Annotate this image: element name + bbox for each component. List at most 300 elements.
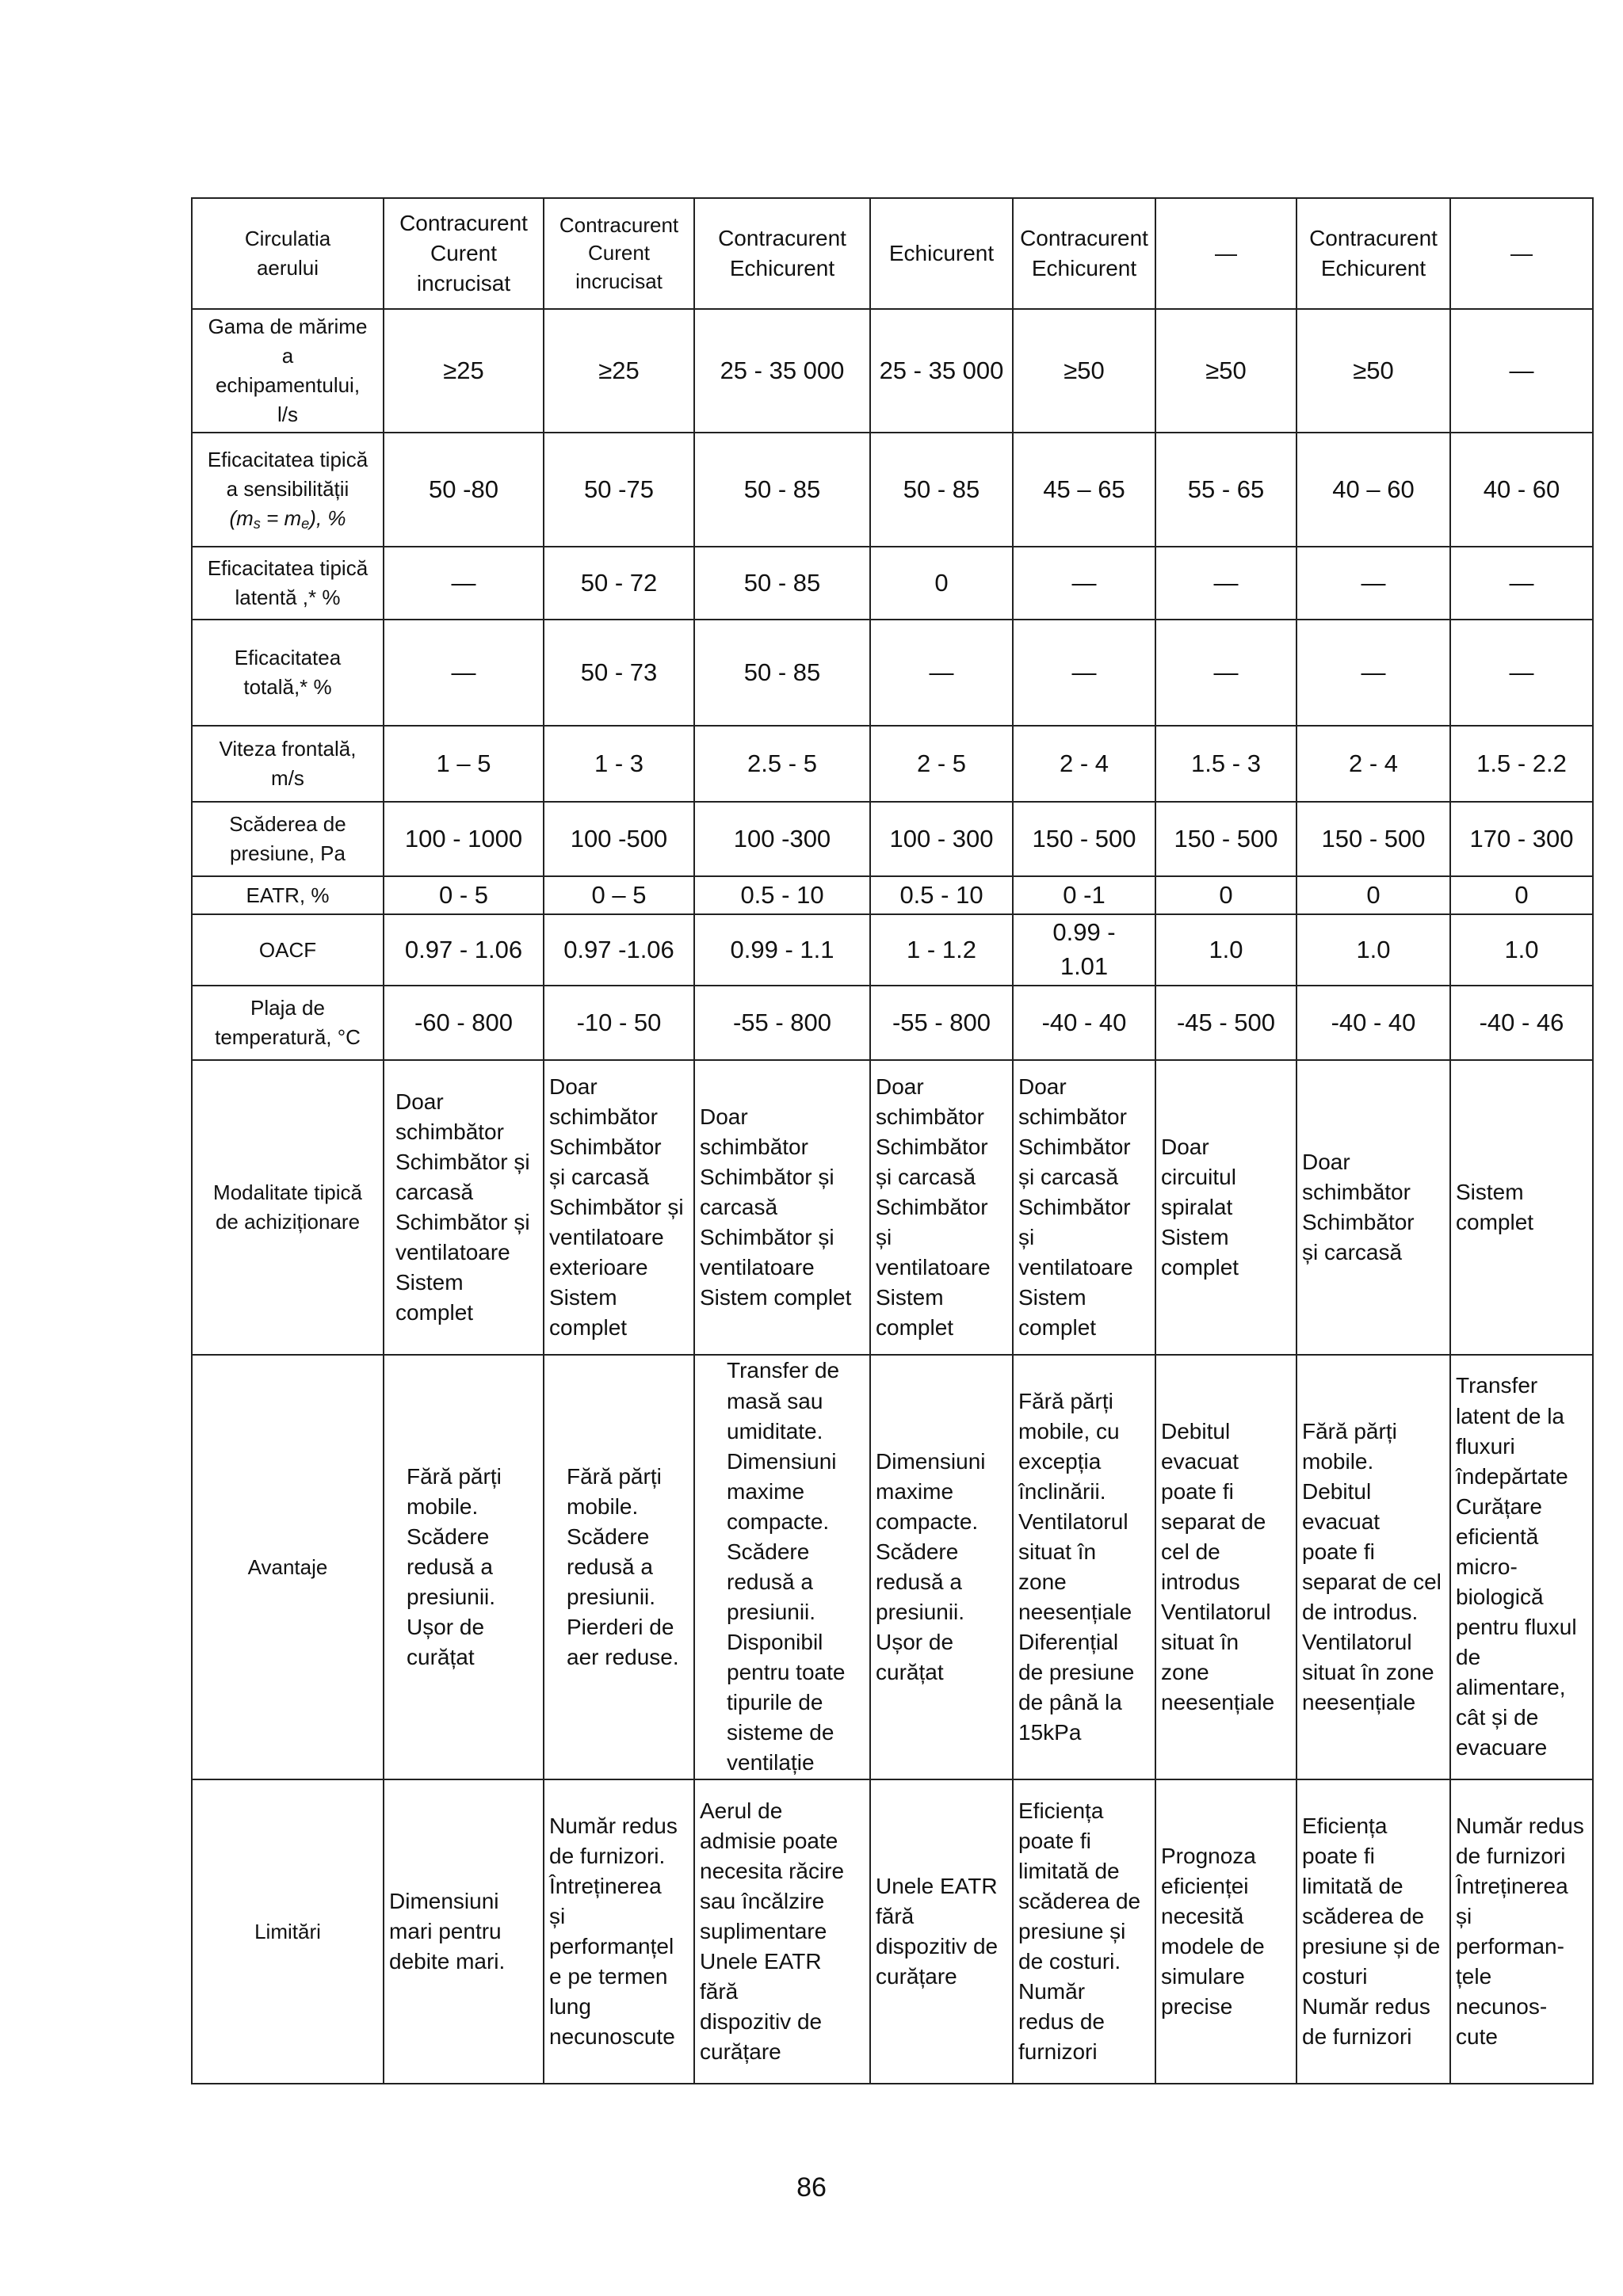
cell-line: Aerul de	[700, 1798, 783, 1823]
cell-line: situat în	[1018, 1539, 1097, 1564]
cell-line: complet	[395, 1300, 474, 1325]
table-cell	[1013, 726, 1155, 802]
table-cell	[384, 547, 544, 620]
cell-line: 100 -500	[570, 824, 668, 852]
row-label-line: l/s	[277, 402, 298, 426]
table-cell	[1013, 1355, 1155, 1779]
cell-line: -40 - 46	[1479, 1008, 1564, 1036]
cell-line: Număr redus	[1456, 1813, 1584, 1838]
cell-line: înclinării.	[1018, 1478, 1106, 1504]
cell-line: spiralat	[1161, 1194, 1233, 1219]
table-cell	[870, 1355, 1013, 1779]
cell-line: umiditate.	[727, 1418, 823, 1444]
row-label-eficacitate-sensibila	[192, 433, 384, 547]
cell-line: necesita răcire	[700, 1858, 845, 1883]
cell-line: mari pentru	[389, 1918, 502, 1943]
cell-line: cât și de	[1456, 1705, 1539, 1730]
cell-line: admisie poate	[700, 1828, 838, 1853]
cell-line: incrucisat	[416, 271, 511, 296]
row-label-line: Eficacitatea tipică	[207, 447, 369, 471]
table-cell	[694, 914, 870, 986]
cell-line: 50 - 72	[580, 568, 658, 597]
row-label-eficacitate-totala	[192, 620, 384, 726]
cell-line: 150 - 500	[1032, 824, 1136, 852]
cell-line: de furnizori	[1456, 1843, 1566, 1868]
cell-line: Doar	[549, 1074, 598, 1099]
cell-line: 50 - 85	[743, 475, 821, 503]
cell-line: Scădere	[407, 1524, 490, 1549]
table-cell	[1013, 1060, 1155, 1355]
cell-line: Sistem complet	[700, 1285, 852, 1310]
cell-line: Ventilatorul	[1018, 1508, 1128, 1534]
row-label-line: Modalitate tipică	[213, 1180, 362, 1205]
cell-line: cel de	[1161, 1539, 1220, 1564]
row-label-line: EATR, %	[246, 883, 330, 907]
table-cell	[1450, 433, 1593, 547]
cell-line: carcasă	[700, 1194, 778, 1219]
row-label-line: Limitări	[254, 1919, 321, 1943]
table-cell	[544, 1779, 694, 2084]
cell-line: Doar	[1302, 1149, 1350, 1174]
cell-line: Întreținerea	[1456, 1873, 1568, 1898]
cell-line: ≥50	[1353, 356, 1394, 384]
table-cell	[870, 620, 1013, 726]
cell-line: neesențiale	[1302, 1690, 1416, 1715]
cell-line: Ventilatorul	[1302, 1630, 1412, 1655]
cell-line: presiunii.	[567, 1585, 656, 1610]
table-cell	[384, 309, 544, 433]
cell-line: Sistem	[1456, 1179, 1524, 1204]
cell-line: 50 -80	[429, 475, 498, 503]
cell-line: complet	[1018, 1315, 1097, 1341]
table-cell	[1450, 726, 1593, 802]
table-cell	[870, 1779, 1013, 2084]
table-cell	[1155, 620, 1296, 726]
cell-line: Eficiența	[1018, 1798, 1104, 1823]
cell-line: 0.97 -1.06	[563, 935, 674, 963]
table-cell	[384, 620, 544, 726]
cell-line: de costuri.	[1018, 1949, 1121, 1974]
cell-line: ≥25	[598, 356, 640, 384]
row-label-line: a sensibilității	[226, 476, 349, 501]
table-row-eficacitate-sensibila	[192, 433, 1593, 547]
table-cell	[1296, 620, 1450, 726]
cell-line: Fără părți	[567, 1463, 662, 1489]
cell-line: 50 - 85	[743, 568, 821, 597]
cell-line: neesențiale	[1018, 1600, 1132, 1625]
cell-line: Fără părți	[1302, 1418, 1397, 1444]
table-row-circulatia	[192, 198, 1593, 309]
cell-line: -60 - 800	[414, 1008, 514, 1036]
cell-line: complet	[876, 1315, 954, 1341]
cell-line: Număr	[1018, 1979, 1086, 2004]
cell-line: necesită	[1161, 1903, 1244, 1928]
row-label-modalitate	[192, 1060, 384, 1355]
cell-line: și	[876, 1225, 892, 1250]
row-label-line: Circulatia	[244, 227, 331, 251]
table-row-eficacitate-latenta	[192, 547, 1593, 620]
cell-line: carcasă	[395, 1179, 474, 1204]
cell-line: 170 - 300	[1469, 824, 1574, 852]
cell-line: schimbător	[549, 1104, 658, 1129]
cell-line: necunoscute	[549, 2024, 675, 2050]
cell-line: redusă a	[407, 1554, 493, 1579]
table-cell	[1296, 986, 1450, 1060]
cell-line: ≥50	[1205, 356, 1247, 384]
table-cell	[1450, 914, 1593, 986]
table-cell	[1155, 802, 1296, 876]
cell-line: —	[1509, 356, 1534, 384]
table-cell	[694, 620, 870, 726]
table-cell	[544, 726, 694, 802]
cell-line: biologică	[1456, 1585, 1544, 1610]
table-cell	[1155, 1779, 1296, 2084]
cell-line: 40 - 60	[1483, 475, 1560, 503]
cell-line: Diferențial	[1018, 1630, 1119, 1655]
cell-line: Unele EATR fără	[700, 1949, 822, 2004]
cell-line: 50 - 73	[580, 658, 658, 686]
cell-line: Schimbător și	[395, 1210, 530, 1234]
cell-line: 1.0	[1209, 935, 1243, 963]
cell-line: Echicurent	[1320, 256, 1426, 280]
cell-line: —	[1509, 568, 1534, 597]
cell-line: -40 - 40	[1331, 1008, 1416, 1036]
cell-line: 1.5 - 3	[1191, 749, 1261, 777]
cell-line: 0 – 5	[591, 880, 647, 909]
cell-line: Debitul	[1161, 1418, 1231, 1444]
row-label-line: Eficacitatea	[234, 646, 342, 670]
table-cell	[1155, 914, 1296, 986]
table-cell	[870, 309, 1013, 433]
cell-line: circuitul	[1161, 1164, 1236, 1189]
cell-line: de furnizori	[1302, 2024, 1412, 2050]
cell-line: Transfer de	[727, 1358, 840, 1383]
cell-line: —	[1509, 658, 1534, 686]
table-cell	[384, 1355, 544, 1779]
cell-line: situat în zone	[1302, 1660, 1434, 1685]
cell-line: Doar	[700, 1104, 748, 1129]
cell-line: Pierderi de	[567, 1615, 674, 1640]
row-label-line: Eficacitatea tipică	[207, 556, 369, 581]
table-cell	[1296, 914, 1450, 986]
cell-line: Scădere	[567, 1524, 650, 1549]
cell-line: și	[1456, 1903, 1472, 1928]
cell-line: 2.5 - 5	[747, 749, 817, 777]
table-cell	[694, 1355, 870, 1779]
cell-line: —	[451, 658, 476, 686]
cell-line: sau încălzire	[700, 1888, 825, 1913]
row-label-line: presiune, Pa	[230, 841, 346, 865]
cell-line: zone	[1161, 1660, 1209, 1685]
cell-line: 55 - 65	[1187, 475, 1265, 503]
cell-line: ventilatoare	[876, 1255, 991, 1280]
cell-line: mobile.	[1302, 1448, 1374, 1474]
cell-line: Echicurent	[1031, 256, 1137, 280]
table-cell	[1013, 198, 1155, 309]
cell-line: aer reduse.	[567, 1645, 679, 1670]
cell-line: ventilație	[727, 1750, 815, 1775]
table-cell	[544, 620, 694, 726]
formula-part: ), %	[309, 505, 346, 530]
table-cell	[384, 433, 544, 547]
cell-line: Sistem	[876, 1285, 944, 1310]
cell-line: 100 - 1000	[404, 824, 523, 852]
cell-line: Curent	[430, 240, 498, 265]
cell-line: de până la	[1018, 1690, 1122, 1715]
table-cell	[384, 802, 544, 876]
cell-line: 100 -300	[733, 824, 831, 852]
table-cell	[1296, 876, 1450, 914]
table-cell	[1296, 802, 1450, 876]
cell-line: 25 - 35 000	[879, 356, 1004, 384]
row-label-line: temperatură, °C	[215, 1025, 361, 1049]
table-cell	[544, 1355, 694, 1779]
cell-line: Sistem	[1018, 1285, 1086, 1310]
cell-line: —	[1071, 658, 1097, 686]
cell-line: Scădere	[876, 1539, 959, 1564]
table-cell	[384, 726, 544, 802]
cell-line: 45 – 65	[1043, 475, 1125, 503]
cell-line: Schimbător și	[395, 1149, 530, 1174]
table-row-viteza	[192, 726, 1593, 802]
cell-line: schimbător	[1302, 1179, 1411, 1204]
cell-line: redusă a	[727, 1569, 813, 1594]
cell-line: presiune și	[1018, 1918, 1126, 1943]
cell-line: compacte.	[727, 1508, 830, 1534]
cell-line: dispozitiv de	[700, 2009, 823, 2035]
cell-line: ≥50	[1064, 356, 1105, 384]
cell-line: schimbător	[1018, 1104, 1127, 1129]
table-cell	[544, 547, 694, 620]
table-cell	[870, 1060, 1013, 1355]
cell-line: —	[1215, 240, 1237, 265]
cell-line: neesențiale	[1161, 1690, 1275, 1715]
row-label-oacf	[192, 914, 384, 986]
cell-line: 0.99 -	[1052, 918, 1116, 947]
table-cell	[1450, 876, 1593, 914]
table-cell	[1296, 198, 1450, 309]
cell-line: schimbător	[876, 1104, 984, 1129]
cell-line: Ușor de	[876, 1630, 954, 1655]
cell-line: e pe termen	[549, 1964, 668, 1989]
cell-line: eficienței	[1161, 1873, 1249, 1898]
cell-line: curățare	[700, 2039, 781, 2065]
table-cell	[1296, 547, 1450, 620]
table-row-gama	[192, 309, 1593, 433]
cell-line: lung	[549, 1994, 591, 2019]
row-label-line: Viteza frontală,	[219, 737, 357, 761]
cell-line: -45 - 500	[1176, 1008, 1276, 1036]
cell-line: ventilatoare	[700, 1255, 815, 1280]
table-cell	[870, 986, 1013, 1060]
table-cell	[1450, 309, 1593, 433]
cell-line: Schimbător	[1018, 1134, 1131, 1159]
cell-line: și	[549, 1903, 566, 1928]
row-label-line: totală,* %	[243, 675, 332, 699]
cell-line: Prognoza	[1161, 1843, 1256, 1868]
cell-line: de presiune	[1018, 1660, 1135, 1685]
row-label-viteza	[192, 726, 384, 802]
cell-line: Număr redus	[549, 1813, 678, 1838]
cell-line: situat în	[1161, 1630, 1239, 1655]
cell-line: Dimensiuni	[727, 1448, 837, 1474]
cell-line: —	[1361, 568, 1386, 597]
table-cell	[544, 876, 694, 914]
cell-line: 0.97 - 1.06	[404, 935, 523, 963]
cell-line: —	[1361, 658, 1386, 686]
table-cell	[1155, 309, 1296, 433]
cell-line: 150 - 500	[1174, 824, 1278, 852]
cell-line: micro-	[1456, 1554, 1518, 1579]
formula-part: = m	[260, 505, 302, 530]
cell-line: Doar	[1018, 1074, 1067, 1099]
cell-line: 2 - 4	[1348, 749, 1399, 777]
cell-line: sisteme de	[727, 1720, 834, 1745]
cell-line: excepția	[1018, 1448, 1102, 1474]
cell-line: curățare	[876, 1964, 957, 1989]
row-label-line: echipamentului,	[215, 373, 361, 397]
table-cell	[1013, 914, 1155, 986]
cell-line: evacuare	[1456, 1735, 1548, 1760]
table-cell	[544, 433, 694, 547]
table-cell	[1450, 986, 1593, 1060]
cell-line: Schimbător și	[549, 1194, 684, 1219]
cell-line: incrucisat	[575, 269, 663, 293]
cell-line: 1 - 3	[594, 749, 644, 777]
table-cell	[1155, 198, 1296, 309]
table-cell	[1450, 198, 1593, 309]
cell-line: -55 - 800	[892, 1008, 991, 1036]
cell-line: Curățare	[1456, 1493, 1542, 1519]
table-cell	[1013, 986, 1155, 1060]
table-cell	[384, 876, 544, 914]
cell-line: mobile, cu	[1018, 1418, 1120, 1444]
cell-line: Unele EATR	[876, 1873, 998, 1898]
table-cell	[870, 547, 1013, 620]
cell-line: Sistem	[1161, 1225, 1229, 1250]
cell-line: Ventilatorul	[1161, 1600, 1271, 1625]
row-label-line: aerului	[256, 256, 319, 280]
row-label-formula	[199, 504, 376, 535]
cell-line: masă sau	[727, 1388, 823, 1413]
cell-line: fluxuri	[1456, 1433, 1515, 1459]
table-cell	[1296, 1060, 1450, 1355]
cell-line: de furnizori.	[549, 1843, 666, 1868]
cell-line: 25 - 35 000	[720, 356, 845, 384]
row-label-line: a	[281, 344, 294, 368]
cell-line: maxime	[727, 1478, 805, 1504]
cell-line: redusă a	[876, 1569, 962, 1594]
table-cell	[870, 726, 1013, 802]
cell-line: 1 – 5	[436, 749, 491, 777]
table-cell	[1013, 1779, 1155, 2084]
cell-line: maxime	[876, 1478, 954, 1504]
cell-line: fără	[876, 1903, 915, 1928]
table-cell	[384, 1060, 544, 1355]
row-label-line: de achiziționare	[215, 1210, 361, 1234]
cell-line: performanțel	[549, 1934, 674, 1958]
table-cell	[1296, 309, 1450, 433]
cell-line: exterioare	[549, 1255, 648, 1280]
table-cell	[544, 1060, 694, 1355]
cell-line: Schimbător și	[700, 1225, 834, 1250]
cell-line: Întreținerea	[549, 1873, 662, 1898]
cell-line: 150 - 500	[1321, 824, 1426, 852]
table-cell	[1013, 620, 1155, 726]
table-cell	[694, 726, 870, 802]
cell-line: 50 - 85	[743, 658, 821, 686]
cell-line: Echicurent	[729, 256, 835, 280]
row-label-scaderea	[192, 802, 384, 876]
row-label-eficacitate-latenta	[192, 547, 384, 620]
table-cell	[1013, 547, 1155, 620]
cell-line: limitată de	[1018, 1858, 1120, 1883]
table-cell	[1155, 1355, 1296, 1779]
table-cell	[544, 914, 694, 986]
cell-line: scăderea de	[1302, 1903, 1425, 1928]
cell-line: Doar	[1161, 1134, 1209, 1159]
cell-line: 100 - 300	[889, 824, 994, 852]
table-cell	[870, 802, 1013, 876]
cell-line: Ușor de	[407, 1615, 485, 1640]
cell-line: necunos-	[1456, 1994, 1548, 2019]
cell-line: 0	[934, 568, 949, 597]
cell-line: —	[1510, 240, 1533, 265]
cell-line: —	[1213, 568, 1239, 597]
cell-line: poate fi	[1018, 1828, 1091, 1853]
table-cell	[384, 914, 544, 986]
cell-line: pentru toate	[727, 1660, 846, 1685]
cell-line: 2 - 5	[916, 749, 967, 777]
cell-line: Echicurent	[888, 240, 995, 265]
table-cell	[1296, 1355, 1450, 1779]
cell-line: Dimensiuni	[876, 1448, 986, 1474]
row-label-gama	[192, 309, 384, 433]
table-row-eficacitate-totala	[192, 620, 1593, 726]
row-label-avantaje	[192, 1355, 384, 1779]
cell-line: de	[1456, 1645, 1481, 1670]
cell-line: 0	[1219, 880, 1233, 909]
cell-line: și	[1018, 1225, 1035, 1250]
table-row-eatr	[192, 876, 1593, 914]
table-cell	[694, 1060, 870, 1355]
cell-line: 1.5 - 2.2	[1476, 749, 1567, 777]
cell-line: separat de	[1161, 1508, 1266, 1534]
cell-line: Contracurent	[559, 212, 679, 237]
cell-line: -10 - 50	[576, 1008, 662, 1036]
cell-line: precise	[1161, 1994, 1233, 2019]
table-cell	[1450, 1060, 1593, 1355]
cell-line: alimentare,	[1456, 1675, 1566, 1700]
table-cell	[544, 309, 694, 433]
table-row-plaja	[192, 986, 1593, 1060]
table-cell	[1013, 309, 1155, 433]
table-cell	[1296, 433, 1450, 547]
cell-line: Doar	[876, 1074, 924, 1099]
cell-line: complet	[1456, 1210, 1534, 1234]
cell-line: compacte.	[876, 1508, 979, 1534]
table-cell	[1296, 726, 1450, 802]
table-cell	[1155, 986, 1296, 1060]
cell-line: 40 – 60	[1332, 475, 1415, 503]
table-row-limitari	[192, 1779, 1593, 2084]
table-cell	[1013, 433, 1155, 547]
cell-line: limitată de	[1302, 1873, 1403, 1898]
table-cell	[1155, 1060, 1296, 1355]
cell-line: complet	[549, 1315, 628, 1341]
cell-line: 0	[1514, 880, 1529, 909]
row-label-line: Plaja de	[250, 996, 325, 1020]
